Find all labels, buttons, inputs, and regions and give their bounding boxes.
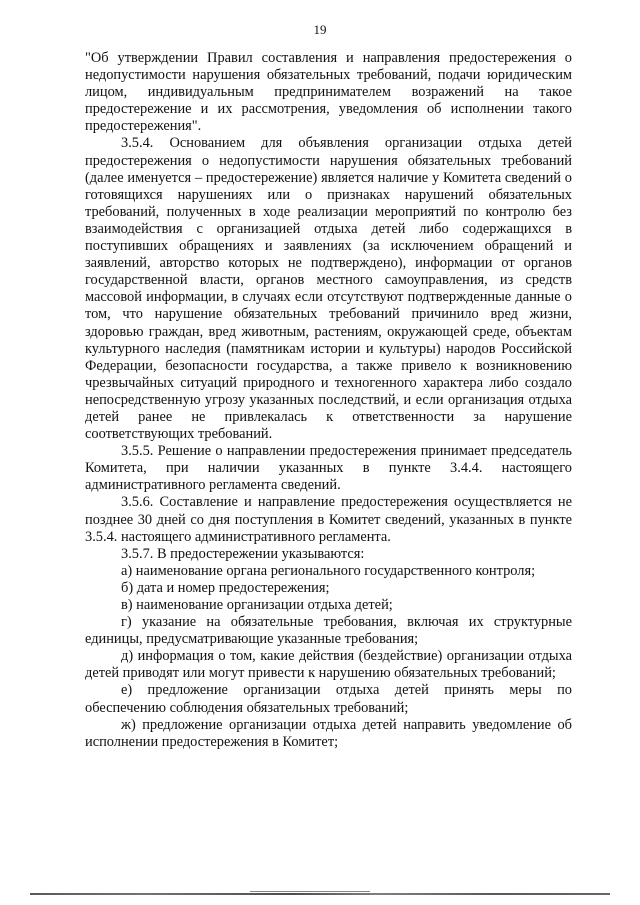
list-item-zh: ж) предложение организации отдыха детей направить уведомление об исполнении предостережения в Комитет; — [85, 716, 572, 750]
paragraph-3-5-7: 3.5.7. В предостережении указываются: — [121, 545, 365, 562]
list-item-d: д) информация о том, какие действия (бездействие) организации отдыха детей приводят или могут привести к нарушению обязательных требований; — [85, 648, 572, 682]
page-number: 19 — [313, 22, 327, 37]
paragraph-regulation-title: "Об утверждении Правил составления и направления предостережения о недопустимости нарушения обязательных требований, подачи юридическим лицом, индивидуальным предпринимателем возражений на такое предостережение и их рассмотрения, уведомления об исполнении такого предостережения". — [85, 50, 572, 135]
paragraph-3-5-4: 3.5.4. Основанием для объявления организации отдыха детей предостережения о недопустимости нарушения обязательных требований (далее именуется – предостережение) является наличие у Комитета сведений о готовящихся нарушениях или о признаках нарушений обязательных требований, полученных в ходе реализации мероприятий по контролю без взаимодействия с организацией отдыха детей либо содержащихся в поступивших обращениях и заявлениях (за исключением обращений и заявлений, авторство которых не подтверждено), информации от органов государственной власти, органов местного самоуправления, из средств массовой информации, в случаях если отсутствуют подтвержденные данные о том, что нарушение обязательных требований причинило вред жизни, здоровью граждан, вред животным, растениям, окружающей среде, объектам культурного наследия (памятникам истории и культуры) народов Российской Федерации, безопасности государства, а также привело к возникновению чрезвычайных ситуаций природного и техногенного характера либо создало непосредственную угрозу указанных последствий, и если организация отдыха детей ранее не привлекалась к ответственности за нарушение соответствующих требований. — [85, 135, 572, 443]
list-item-v: в) наименование организации отдыха детей; — [121, 597, 393, 613]
list-item-a: а) наименование органа регионального государственного контроля; — [121, 562, 536, 579]
scan-bottom-edge — [0, 887, 640, 905]
document-body — [85, 50, 572, 751]
list-item-e: е) предложение организации отдыха детей принять меры по обеспечению соблюдения обязательных требований; — [85, 682, 572, 716]
list-item-g: г) указание на обязательные требования, включая их структурные единицы, предусматривающие указанные требования; — [85, 614, 572, 648]
scan-artifact-line — [30, 893, 610, 895]
scan-artifact-mark — [250, 891, 370, 892]
paragraph-3-5-5: 3.5.5. Решение о направлении предостережения принимает председатель Комитета, при наличии указанных в пункте 3.4.4. настоящего административного регламента сведений. — [85, 443, 572, 494]
list-item-b: б) дата и номер предостережения; — [121, 579, 330, 596]
paragraph-3-5-6: 3.5.6. Составление и направление предостережения осуществляется не позднее 30 дней со дня поступления в Комитет сведений, указанных в пункте 3.5.4. настоящего административного регламента. — [85, 494, 572, 545]
